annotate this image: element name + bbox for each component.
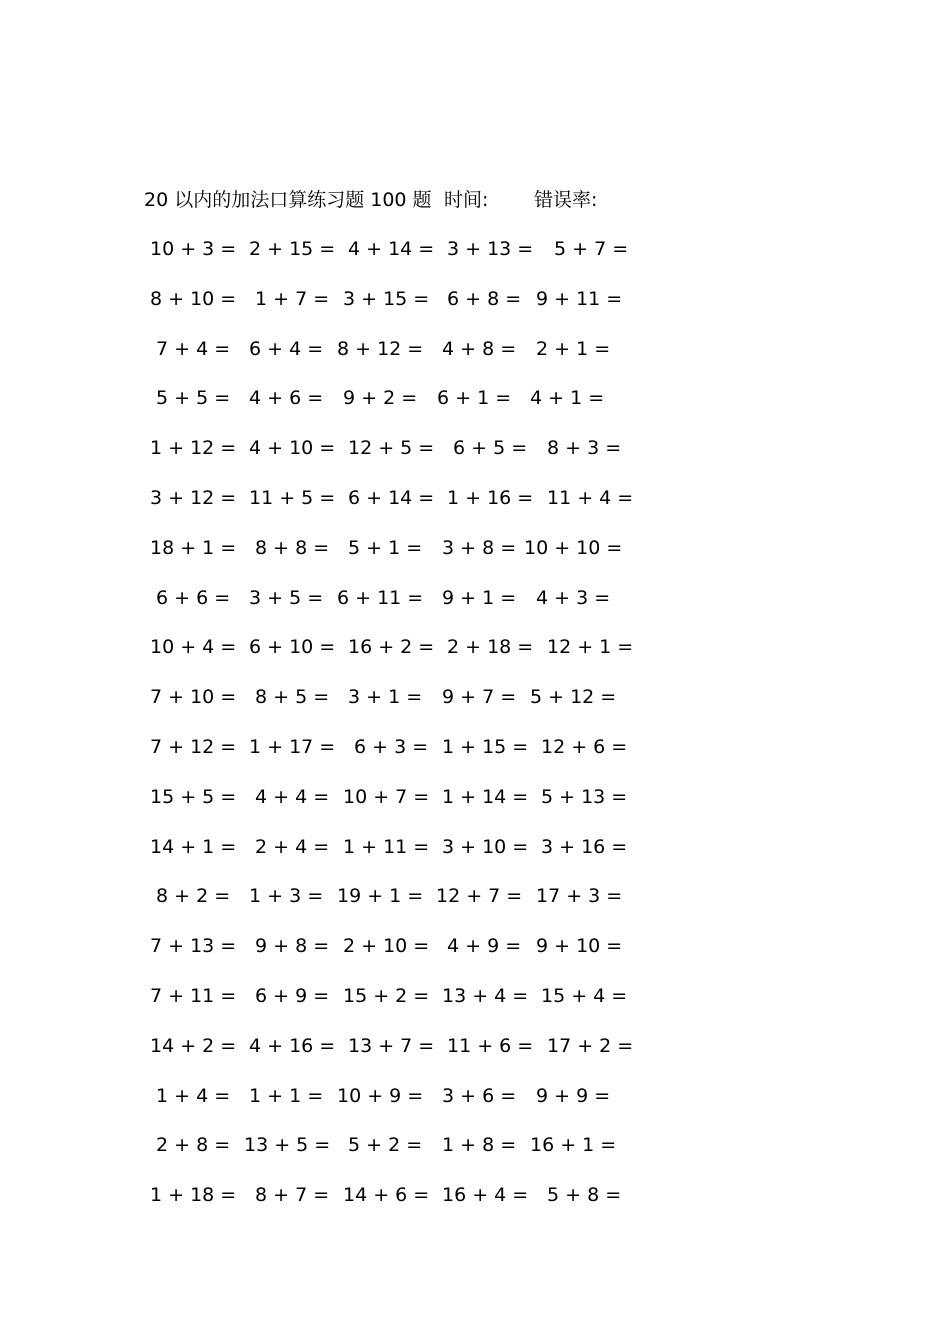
problem-r13-c2: 2 + 4 = <box>255 835 330 858</box>
problem-r20-c1: 1 + 18 = <box>150 1184 237 1207</box>
problem-r10-c2: 8 + 5 = <box>255 686 330 709</box>
problem-r14-c2: 1 + 3 = <box>249 885 324 908</box>
problem-r3-c2: 6 + 4 = <box>249 337 324 360</box>
problem-r3-c4: 4 + 8 = <box>442 337 517 360</box>
problem-r16-c1: 7 + 11 = <box>150 985 237 1007</box>
problem-r18-c2: 1 + 1 = <box>249 1084 324 1107</box>
problem-r2-c3: 3 + 15 = <box>343 287 430 310</box>
problem-r2-c2: 1 + 7 = <box>255 287 330 310</box>
problem-r1-c2: 2 + 15 = <box>249 238 336 260</box>
problem-r10-c4: 9 + 7 = <box>442 686 517 709</box>
problem-r19-c3: 5 + 2 = <box>348 1134 423 1157</box>
problem-r6-c1: 3 + 12 = <box>150 487 237 509</box>
problem-r1-c4: 3 + 13 = <box>447 238 534 260</box>
problem-r12-c5: 5 + 13 = <box>541 785 628 808</box>
problem-r17-c3: 13 + 7 = <box>348 1034 435 1057</box>
problem-r9-c2: 6 + 10 = <box>249 636 336 659</box>
problem-r16-c4: 13 + 4 = <box>442 985 529 1007</box>
problem-r12-c3: 10 + 7 = <box>343 785 430 808</box>
problem-r8-c2: 3 + 5 = <box>249 586 324 609</box>
problem-r19-c2: 13 + 5 = <box>244 1134 331 1157</box>
problem-r5-c3: 12 + 5 = <box>348 437 435 460</box>
problem-r2-c4: 6 + 8 = <box>447 287 522 310</box>
problem-r18-c1: 1 + 4 = <box>156 1084 231 1107</box>
problem-r12-c1: 15 + 5 = <box>150 785 237 808</box>
problem-r14-c1: 8 + 2 = <box>156 885 231 908</box>
problem-r4-c3: 9 + 2 = <box>343 387 418 410</box>
problem-r7-c4: 3 + 8 = <box>442 536 517 559</box>
problem-r4-c4: 6 + 1 = <box>437 387 512 410</box>
problem-r11-c2: 1 + 17 = <box>249 736 336 758</box>
problem-r14-c3: 19 + 1 = <box>337 885 424 908</box>
problem-r15-c3: 2 + 10 = <box>343 935 430 958</box>
problem-r4-c1: 5 + 5 = <box>156 387 231 410</box>
problem-r14-c4: 12 + 7 = <box>436 885 523 908</box>
problem-r9-c4: 2 + 18 = <box>447 636 534 659</box>
problem-r11-c3: 6 + 3 = <box>354 736 429 758</box>
problem-r19-c1: 2 + 8 = <box>156 1134 231 1157</box>
problem-r18-c5: 9 + 9 = <box>536 1084 611 1107</box>
problem-r18-c4: 3 + 6 = <box>442 1084 517 1107</box>
problem-r8-c4: 9 + 1 = <box>442 586 517 609</box>
problem-r15-c5: 9 + 10 = <box>536 935 623 958</box>
problem-r10-c3: 3 + 1 = <box>348 686 423 709</box>
problem-r13-c4: 3 + 10 = <box>442 835 529 858</box>
problem-r6-c2: 11 + 5 = <box>249 487 336 509</box>
problem-r3-c1: 7 + 4 = <box>156 337 231 360</box>
problem-r11-c5: 12 + 6 = <box>541 736 628 758</box>
problem-r5-c1: 1 + 12 = <box>150 437 237 460</box>
problem-r15-c1: 7 + 13 = <box>150 935 237 958</box>
problem-r6-c3: 6 + 14 = <box>348 487 435 509</box>
problem-r5-c5: 8 + 3 = <box>547 437 622 460</box>
problem-r20-c5: 5 + 8 = <box>547 1184 622 1207</box>
problem-r7-c2: 8 + 8 = <box>255 536 330 559</box>
problem-r15-c4: 4 + 9 = <box>447 935 522 958</box>
problem-r6-c5: 11 + 4 = <box>547 487 634 509</box>
problem-r11-c4: 1 + 15 = <box>442 736 529 758</box>
problem-r8-c5: 4 + 3 = <box>536 586 611 609</box>
problem-r2-c5: 9 + 11 = <box>536 287 623 310</box>
problem-r1-c1: 10 + 3 = <box>150 238 237 260</box>
problem-r8-c1: 6 + 6 = <box>156 586 231 609</box>
problem-r6-c4: 1 + 16 = <box>447 487 534 509</box>
problem-r14-c5: 17 + 3 = <box>536 885 623 908</box>
worksheet-title: 20 以内的加法口算练习题 100 题 <box>144 189 432 211</box>
problem-r13-c5: 3 + 16 = <box>541 835 628 858</box>
problem-r20-c3: 14 + 6 = <box>343 1184 430 1207</box>
problem-r9-c5: 12 + 1 = <box>547 636 634 659</box>
problem-r10-c5: 5 + 12 = <box>530 686 617 709</box>
problem-r19-c4: 1 + 8 = <box>442 1134 517 1157</box>
problem-r8-c3: 6 + 11 = <box>337 586 424 609</box>
problem-r16-c5: 15 + 4 = <box>541 985 628 1007</box>
problem-r5-c4: 6 + 5 = <box>453 437 528 460</box>
problem-r16-c2: 6 + 9 = <box>255 985 330 1007</box>
problem-r11-c1: 7 + 12 = <box>150 736 237 758</box>
problem-r9-c1: 10 + 4 = <box>150 636 237 659</box>
time-label: 时间: <box>444 189 489 211</box>
problem-r10-c1: 7 + 10 = <box>150 686 237 709</box>
problem-r20-c2: 8 + 7 = <box>255 1184 330 1207</box>
problem-r9-c3: 16 + 2 = <box>348 636 435 659</box>
problem-r4-c5: 4 + 1 = <box>530 387 605 410</box>
problem-r7-c1: 18 + 1 = <box>150 536 237 559</box>
problem-r17-c4: 11 + 6 = <box>447 1034 534 1057</box>
problem-r17-c5: 17 + 2 = <box>547 1034 634 1057</box>
problem-r19-c5: 16 + 1 = <box>530 1134 617 1157</box>
problem-r12-c4: 1 + 14 = <box>442 785 529 808</box>
problem-r18-c3: 10 + 9 = <box>337 1084 424 1107</box>
problem-r7-c5: 10 + 10 = <box>524 536 623 559</box>
problem-r1-c5: 5 + 7 = <box>554 238 629 260</box>
problem-r7-c3: 5 + 1 = <box>348 536 423 559</box>
problem-r1-c3: 4 + 14 = <box>348 238 435 260</box>
problem-r4-c2: 4 + 6 = <box>249 387 324 410</box>
problem-r5-c2: 4 + 10 = <box>249 437 336 460</box>
problem-r12-c2: 4 + 4 = <box>255 785 330 808</box>
problem-r17-c2: 4 + 16 = <box>249 1034 336 1057</box>
problem-r15-c2: 9 + 8 = <box>255 935 330 958</box>
problem-r2-c1: 8 + 10 = <box>150 287 237 310</box>
problem-r3-c5: 2 + 1 = <box>536 337 611 360</box>
problem-r13-c1: 14 + 1 = <box>150 835 237 858</box>
problem-r13-c3: 1 + 11 = <box>343 835 430 858</box>
problem-r17-c1: 14 + 2 = <box>150 1034 237 1057</box>
problem-r16-c3: 15 + 2 = <box>343 985 430 1007</box>
error-rate-label: 错误率: <box>534 189 598 211</box>
problem-r20-c4: 16 + 4 = <box>442 1184 529 1207</box>
problem-r3-c3: 8 + 12 = <box>337 337 424 360</box>
